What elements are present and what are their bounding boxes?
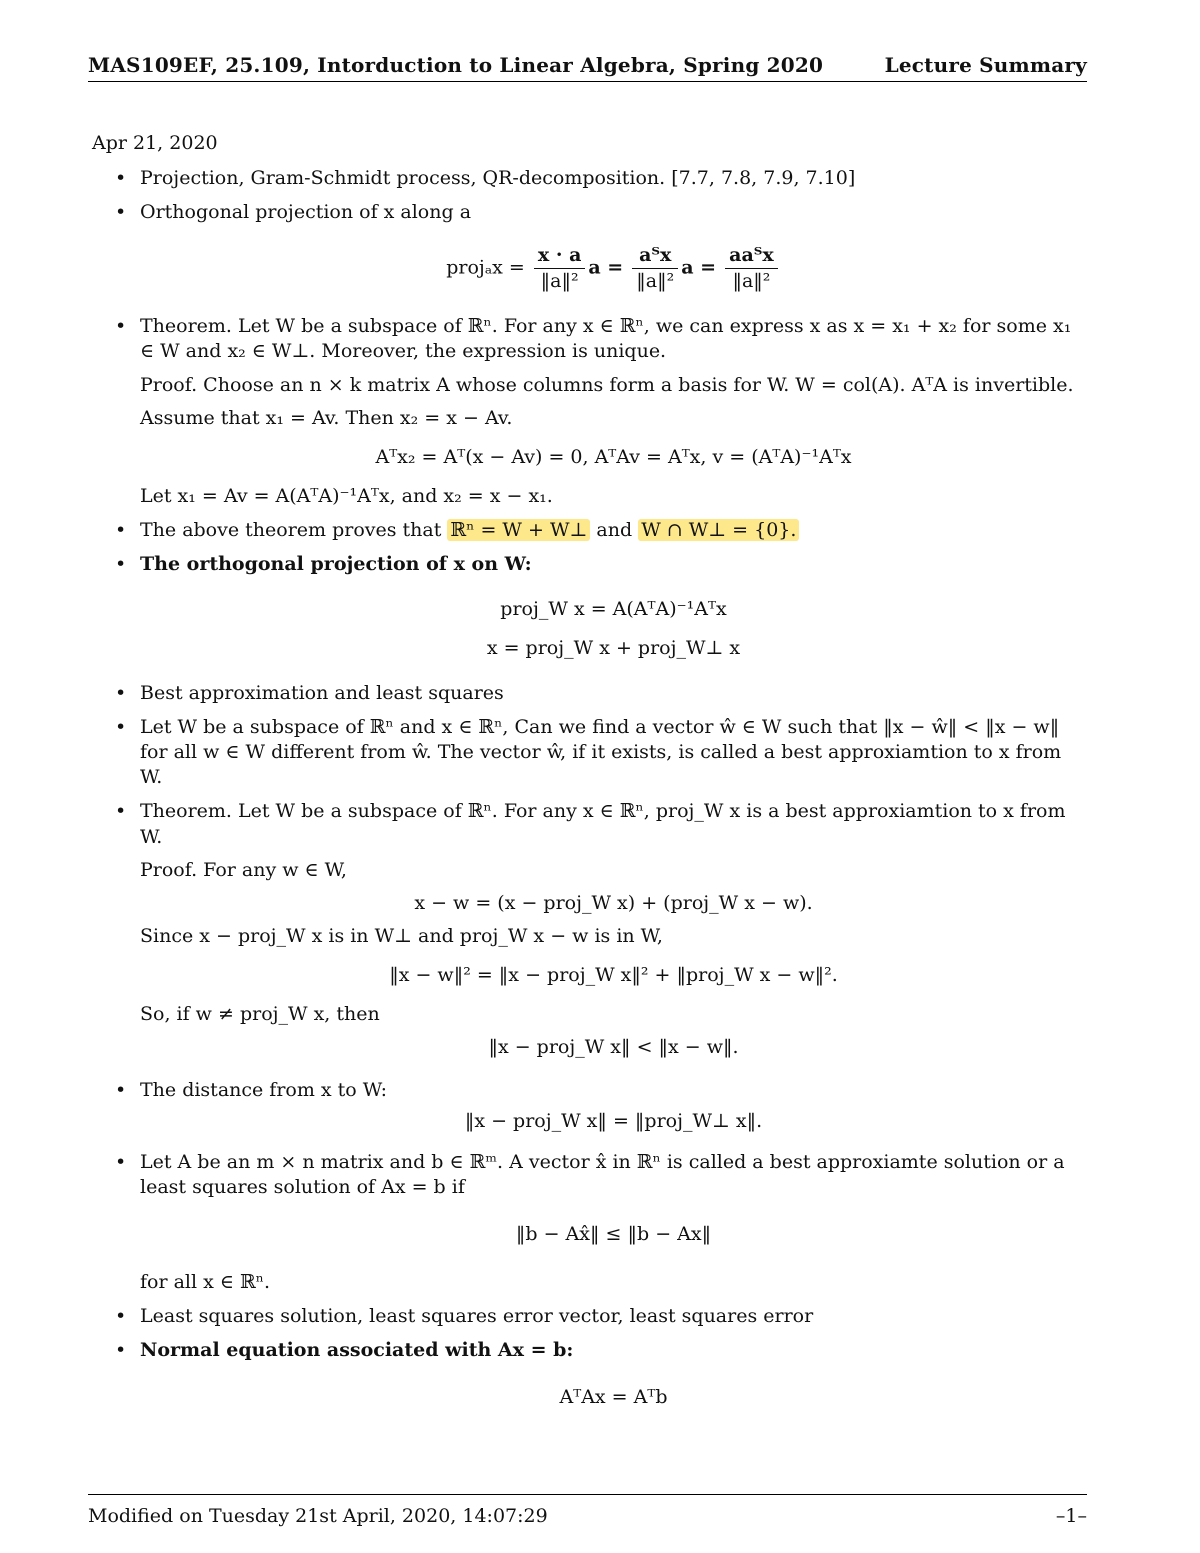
- theorem-decomposition-text: • Theorem. Let W be a subspace of ℝⁿ. For any x ∈ ℝⁿ, we can express x as x = x₁ + x₂ for some x₁ ∈ W and x₂ ∈ W⊥. Moreover, the expression is unique.: [140, 315, 1072, 363]
- proof-decomposition-equation: Aᵀx₂ = Aᵀ(x − Av) = 0, AᵀAv = Aᵀx, v = (AᵀA)⁻¹Aᵀx: [375, 445, 852, 468]
- proof-best-approx-equation-3: ‖x − proj_W x‖ < ‖x − w‖.: [488, 1036, 739, 1059]
- normal-equation-formula: AᵀAx = Aᵀb: [559, 1385, 668, 1408]
- proof-decomposition-1: Proof. Choose an n × k matrix A whose columns form a basis for W. W = col(A). AᵀA is invertible.: [140, 373, 1074, 396]
- distance-equation: ‖x − proj_W x‖ = ‖proj_W⊥ x‖.: [464, 1110, 763, 1133]
- list-item-theorem-decomposition: [92, 314, 1087, 508]
- list-item-topics: • Projection, Gram-Schmidt process, QR-decomposition. [7.7, 7.8, 7.9, 7.10]: [92, 166, 1087, 191]
- proj-a-formula: projₐx = $\frac{x \cdot a}{\text{‖a‖²}}$ a = $\frac{\text{aᵀx}}{\text{‖a‖²}}$ a = $\frac{\text{aaᵀx}}{\text{‖a‖²}}$: [140, 243, 1087, 294]
- page-footer: [88, 1504, 1087, 1529]
- list-item-best-approx-def: • Let W be a subspace of ℝⁿ and x ∈ ℝⁿ, Can we find a vector ŵ ∈ W such that ‖x − ŵ‖ < ‖x − w‖ for all w ∈ W different from ŵ. The vector ŵ, if it exists, is called a best approxiamtion to x from W.: [92, 715, 1087, 790]
- list-item-above-theorem: • The above theorem proves that ℝⁿ = W + W⊥ and W ∩ W⊥ = {0}.: [92, 518, 1087, 543]
- course-title: MAS109EF, 25.109, Intorduction to Linear Algebra, Spring 2020: [88, 53, 824, 77]
- proof-decomposition-3: Let x₁ = Av = A(AᵀA)⁻¹Aᵀx, and x₂ = x − x₁.: [140, 484, 553, 507]
- distance-text: • The distance from x to W:: [140, 1079, 388, 1102]
- list-item-best-approx: • Best approximation and least squares: [92, 681, 1087, 706]
- theorem-best-approx-text: • Theorem. Let W be a subspace of ℝⁿ. For any x ∈ ℝⁿ, proj_W x is a best approxiamtion to x from W.: [140, 800, 1066, 848]
- list-item-least-squares-terms: • Least squares solution, least squares error vector, least squares error: [92, 1304, 1087, 1329]
- proof-best-approx-equation-1: x − w = (x − proj_W x) + (proj_W x − w).: [414, 891, 813, 914]
- header-rule: [88, 81, 1087, 82]
- least-squares-def-text: • Let A be an m × n matrix and b ∈ ℝᵐ. A vector x̂ in ℝⁿ is called a best approxiamte solution or a least squares solution of Ax = b if: [140, 1151, 1065, 1199]
- highlight-intersection: W ∩ W⊥ = {0}.: [638, 519, 799, 541]
- list-item-normal-equation: [92, 1338, 1087, 1410]
- proj-W-decomposition: x = proj_W x + proj_W⊥ x: [486, 637, 741, 660]
- least-squares-forall: for all x ∈ ℝⁿ.: [140, 1270, 271, 1293]
- document-kind: Lecture Summary: [884, 53, 1087, 77]
- proj-W-formula: proj_W x = A(AᵀA)⁻¹Aᵀx: [500, 598, 727, 621]
- lecture-content: [92, 131, 1087, 1424]
- proof-best-approx-equation-2: ‖x − w‖² = ‖x − proj_W x‖² + ‖proj_W x − w‖².: [389, 963, 838, 986]
- highlight-sum: ℝⁿ = W + W⊥: [447, 519, 590, 541]
- fraction-3: $\frac{\text{aaᵀx}}{\text{‖a‖²}}$: [725, 243, 778, 294]
- orth-proj-along-text: • Orthogonal projection of x along a: [140, 201, 472, 224]
- list-item-orth-proj-on: [92, 552, 1087, 661]
- page-header: [88, 52, 1087, 78]
- proof-decomposition-2: Assume that x₁ = Av. Then x₂ = x − Av.: [140, 406, 513, 429]
- proof-best-approx-3: So, if w ≠ proj_W x, then: [140, 1002, 380, 1025]
- list-item-least-squares-def: [92, 1150, 1087, 1294]
- fraction-1: $\frac{x \cdot a}{\text{‖a‖²}}$: [534, 243, 585, 294]
- orth-proj-on-text: • The orthogonal projection of x on W:: [140, 552, 532, 575]
- list-item-distance: [92, 1078, 1087, 1134]
- bullet-list: [92, 166, 1087, 1410]
- fraction-2: $\frac{\text{aᵀx}}{\text{‖a‖²}}$: [632, 243, 678, 294]
- lecture-date: Apr 21, 2020: [92, 132, 218, 154]
- list-item-theorem-best-approx: [92, 799, 1087, 1060]
- footer-rule: [88, 1494, 1087, 1495]
- normal-equation-text: • Normal equation associated with Ax = b:: [140, 1338, 574, 1361]
- list-item-orth-proj-along: [92, 200, 1087, 294]
- proof-best-approx-1: Proof. For any w ∈ W,: [140, 858, 347, 881]
- least-squares-equation: ‖b − Ax̂‖ ≤ ‖b − Ax‖: [515, 1223, 712, 1246]
- page-number: –1–: [1055, 1505, 1087, 1527]
- modified-timestamp: Modified on Tuesday 21st April, 2020, 14:07:29: [88, 1505, 548, 1527]
- proof-best-approx-2: Since x − proj_W x is in W⊥ and proj_W x − w is in W,: [140, 924, 663, 947]
